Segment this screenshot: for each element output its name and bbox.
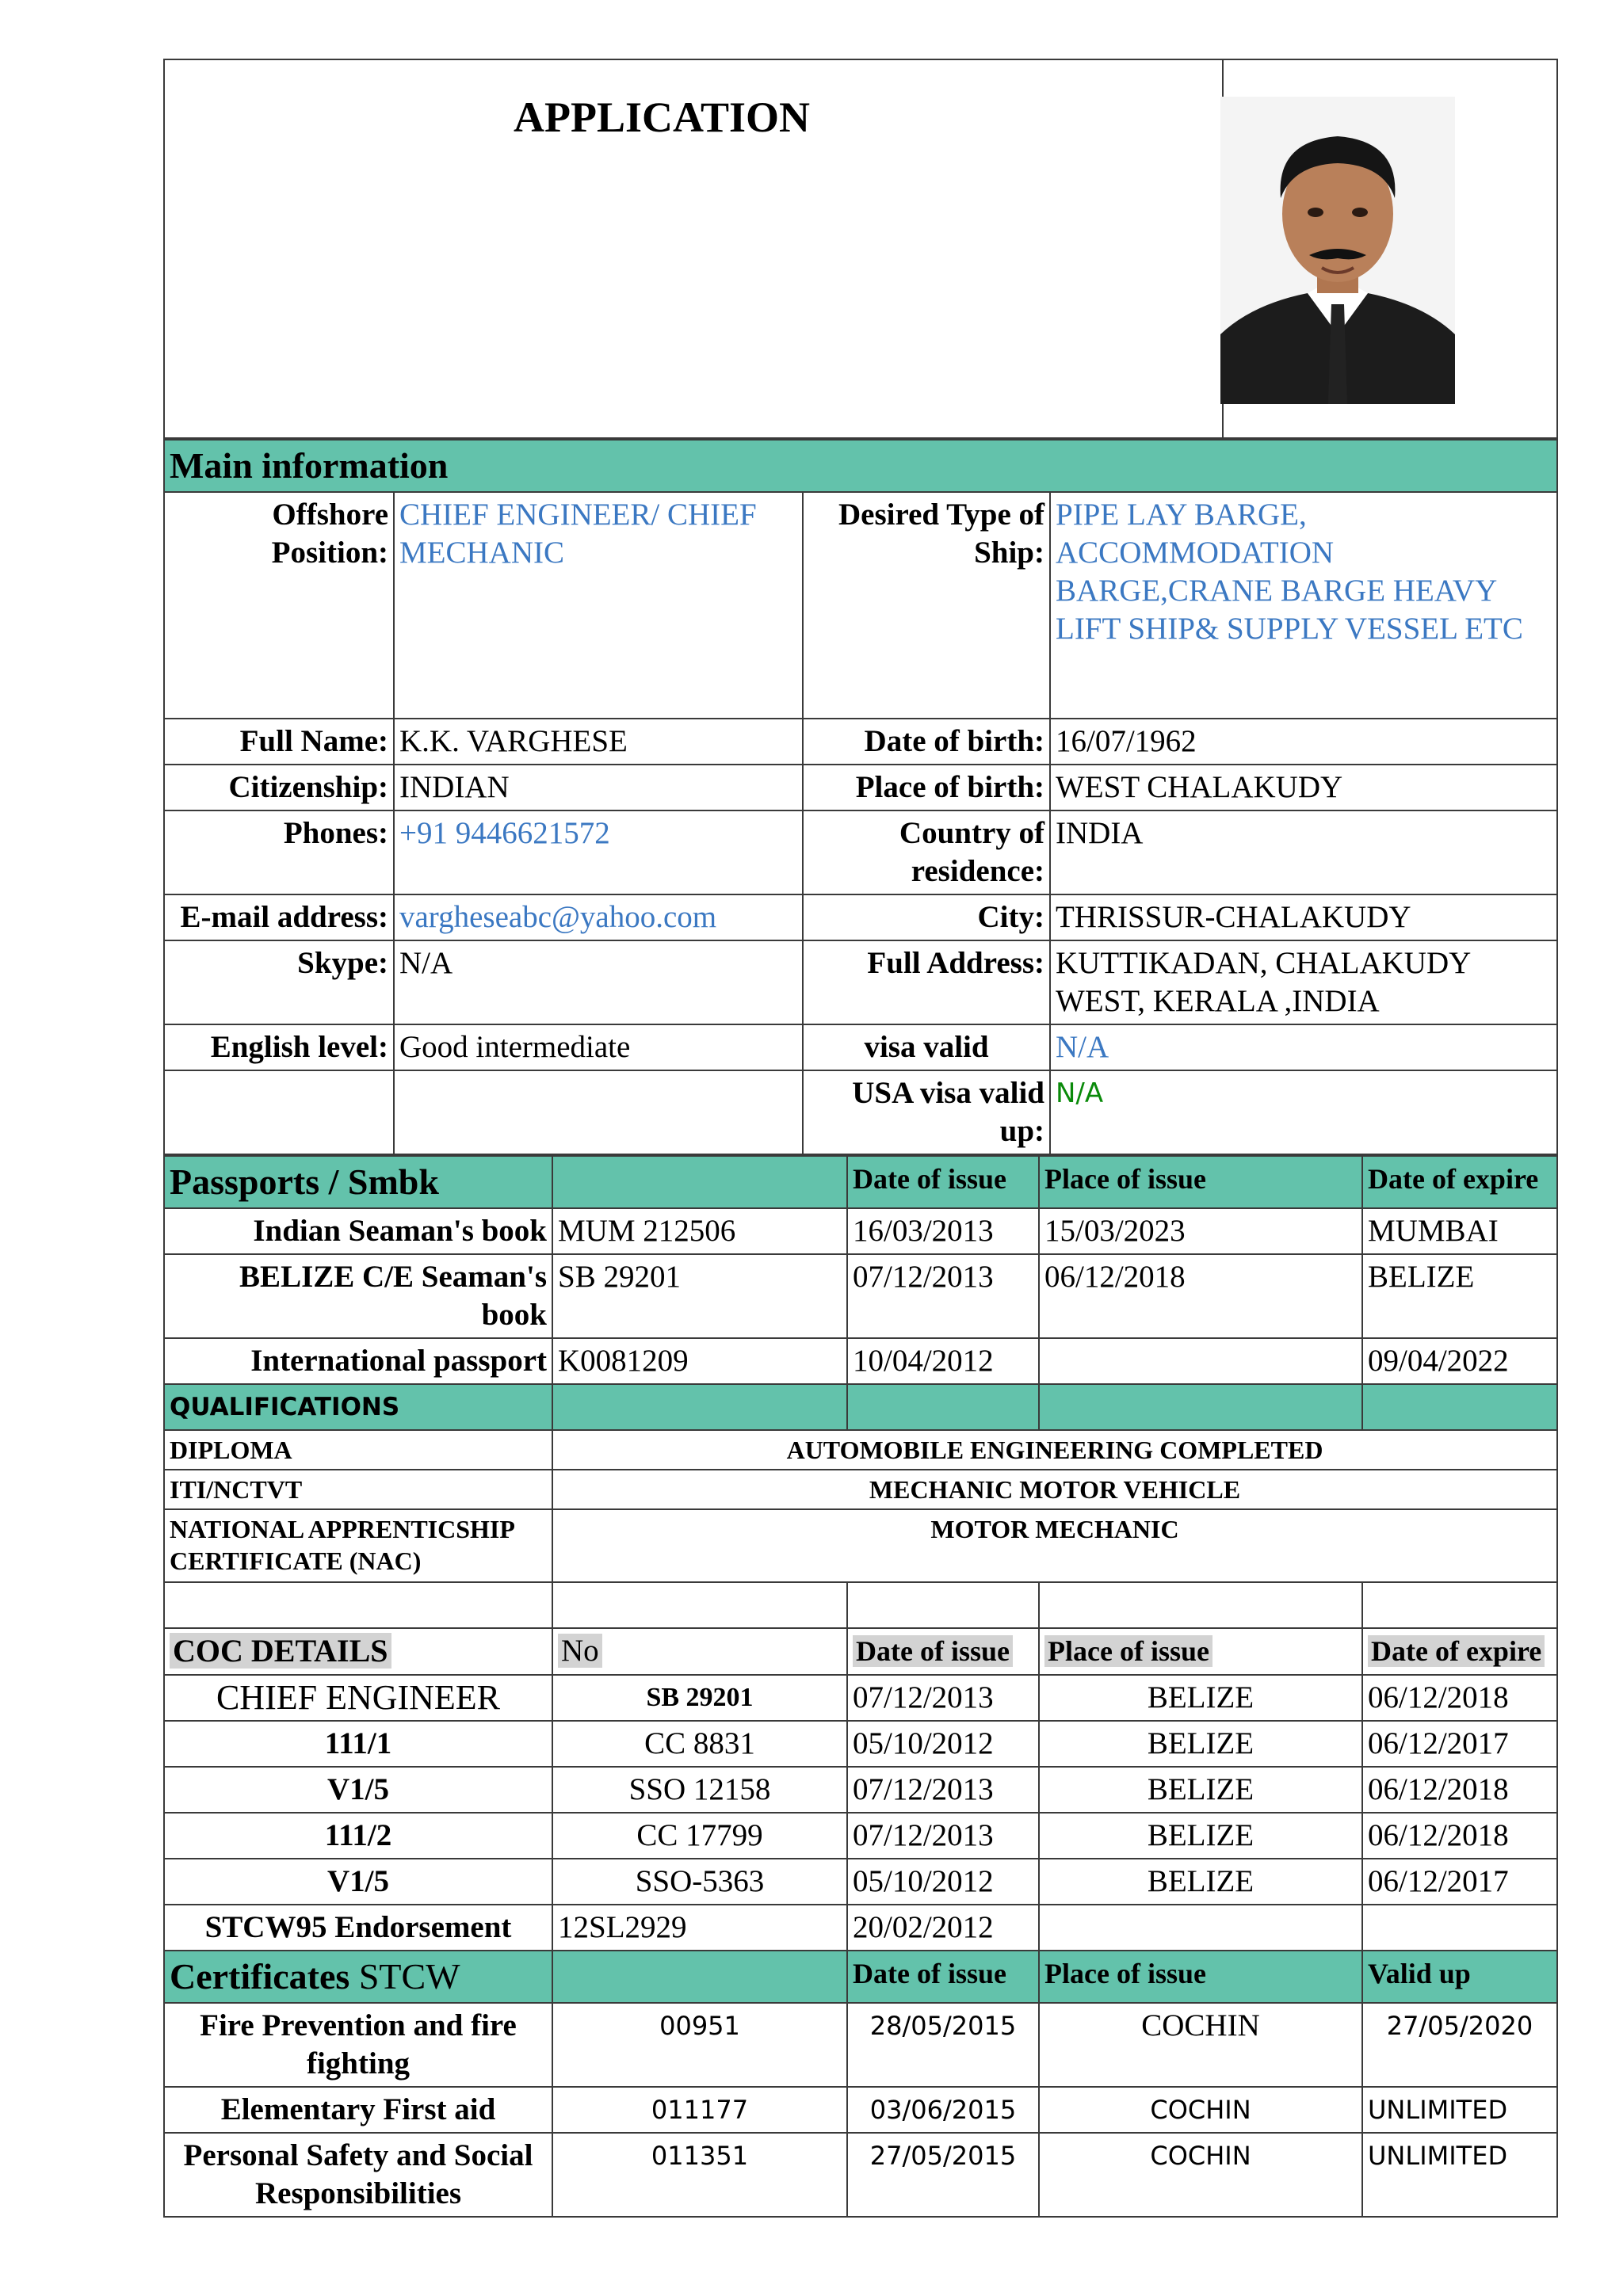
title-cell: [164, 59, 1223, 438]
coc-issue: 07/12/2013: [847, 1813, 1039, 1859]
cert-place: COCHIN: [1039, 2003, 1362, 2087]
qualification-name: ITI/NCTVT: [164, 1470, 552, 1509]
empty-cell: [552, 1951, 847, 2003]
cert-number: 011351: [552, 2133, 847, 2217]
cert-valid: 27/05/2020: [1362, 2003, 1557, 2087]
coc-name: CHIEF ENGINEER: [164, 1675, 552, 1721]
pob-label: Place of birth:: [803, 765, 1050, 810]
coc-expire: 06/12/2018: [1362, 1813, 1557, 1859]
coc-number: 12SL2929: [552, 1905, 847, 1951]
certificates-heading-rest: STCW: [358, 1956, 460, 1997]
coc-number: SSO-5363: [552, 1859, 847, 1905]
coc-heading: COC DETAILS: [170, 1633, 391, 1669]
coc-name: V1/5: [164, 1767, 552, 1813]
empty-cell: [847, 1582, 1039, 1628]
header-table: [163, 59, 1558, 439]
cert-number: 011177: [552, 2087, 847, 2133]
skype-label: Skype:: [164, 940, 394, 1024]
coc-place: BELIZE: [1039, 1813, 1362, 1859]
empty-cell: [552, 1582, 847, 1628]
documents-table: [163, 1155, 1558, 2218]
passport-place: 06/12/2018: [1039, 1254, 1362, 1338]
cert-name: Elementary First aid: [164, 2087, 552, 2133]
empty-cell: [394, 1070, 803, 1154]
applicant-photo: [1220, 97, 1455, 404]
cert-number: 00951: [552, 2003, 847, 2087]
col-place-of-issue: Place of issue: [1039, 1156, 1362, 1208]
desired-ship-value: PIPE LAY BARGE, ACCOMMODATION BARGE,CRANE BARGE HEAVY LIFT SHIP& SUPPLY VESSEL ETC: [1050, 492, 1557, 719]
usa-visa-label: USA visa valid up:: [803, 1070, 1050, 1154]
empty-cell: [164, 1070, 394, 1154]
photo-cell: [1223, 59, 1557, 438]
passport-number: K0081209: [552, 1338, 847, 1384]
coc-number: SB 29201: [552, 1675, 847, 1721]
citizenship-value: INDIAN: [394, 765, 803, 810]
coc-expire: 06/12/2018: [1362, 1767, 1557, 1813]
address-value: KUTTIKADAN, CHALAKUDY WEST, KERALA ,INDIA: [1050, 940, 1557, 1024]
coc-issue: 07/12/2013: [847, 1767, 1039, 1813]
coc-col-expire: Date of expire: [1368, 1635, 1545, 1667]
cert-col-valid: Valid up: [1362, 1951, 1557, 2003]
passport-expire: 09/04/2022: [1362, 1338, 1557, 1384]
coc-expire: 06/12/2018: [1362, 1675, 1557, 1721]
main-info-table: [163, 439, 1558, 1155]
qualification-value: AUTOMOBILE ENGINEERING COMPLETED: [552, 1430, 1557, 1470]
coc-expire: 06/12/2017: [1362, 1859, 1557, 1905]
qualification-value: MOTOR MECHANIC: [552, 1509, 1557, 1582]
coc-place: BELIZE: [1039, 1721, 1362, 1767]
cert-issue: 28/05/2015: [847, 2003, 1039, 2087]
coc-col-no: No: [558, 1634, 602, 1668]
email-link[interactable]: vargheseabc@yahoo.com: [394, 894, 803, 940]
phones-value[interactable]: +91 9446621572: [394, 810, 803, 894]
email-label: E-mail address:: [164, 894, 394, 940]
passport-name: Indian Seaman's book: [164, 1208, 552, 1254]
empty-cell: [1362, 1384, 1557, 1430]
empty-cell: [1362, 1582, 1557, 1628]
english-value: Good intermediate: [394, 1024, 803, 1070]
passport-expire: BELIZE: [1362, 1254, 1557, 1338]
col-date-of-expire: Date of expire: [1362, 1156, 1557, 1208]
coc-expire: [1362, 1905, 1557, 1951]
passport-place: 15/03/2023: [1039, 1208, 1362, 1254]
english-label: English level:: [164, 1024, 394, 1070]
cert-valid: UNLIMITED: [1362, 2133, 1557, 2217]
qualification-name: NATIONAL APPRENTICSHIP CERTIFICATE (NAC): [164, 1509, 552, 1582]
dob-label: Date of birth:: [803, 719, 1050, 765]
coc-number: CC 17799: [552, 1813, 847, 1859]
coc-name: V1/5: [164, 1859, 552, 1905]
table-row: [164, 1859, 1557, 1905]
pob-value: WEST CHALAKUDY: [1050, 765, 1557, 810]
table-row: [164, 1338, 1557, 1384]
address-label: Full Address:: [803, 940, 1050, 1024]
visa-value: N/A: [1050, 1024, 1557, 1070]
qualifications-heading: QUALIFICATIONS: [164, 1384, 552, 1430]
empty-cell: [164, 1582, 552, 1628]
coc-name: STCW95 Endorsement: [164, 1905, 552, 1951]
cert-place: COCHIN: [1039, 2087, 1362, 2133]
citizenship-label: Citizenship:: [164, 765, 394, 810]
cert-valid: UNLIMITED: [1362, 2087, 1557, 2133]
coc-place: BELIZE: [1039, 1859, 1362, 1905]
table-row: [164, 1430, 1557, 1470]
passport-issue: 16/03/2013: [847, 1208, 1039, 1254]
coc-col-issue: Date of issue: [853, 1635, 1013, 1667]
table-row: [164, 1208, 1557, 1254]
table-row: [164, 1470, 1557, 1509]
table-row: [164, 2003, 1557, 2087]
table-row: [164, 1767, 1557, 1813]
cert-issue: 27/05/2015: [847, 2133, 1039, 2217]
full-name-value: K.K. VARGHESE: [394, 719, 803, 765]
cert-name: Personal Safety and Social Responsibilities: [164, 2133, 552, 2217]
cert-issue: 03/06/2015: [847, 2087, 1039, 2133]
usa-visa-value: N/A: [1050, 1070, 1557, 1154]
cert-place: COCHIN: [1039, 2133, 1362, 2217]
coc-place: BELIZE: [1039, 1767, 1362, 1813]
table-row: [164, 1813, 1557, 1859]
cert-col-place: Place of issue: [1039, 1951, 1362, 2003]
table-row: [164, 1509, 1557, 1582]
table-row: [164, 1254, 1557, 1338]
empty-cell: [1039, 1384, 1362, 1430]
coc-header-row: [164, 1628, 1557, 1675]
coc-issue: 05/10/2012: [847, 1721, 1039, 1767]
cert-name: Fire Prevention and fire fighting: [164, 2003, 552, 2087]
coc-name: 111/2: [164, 1813, 552, 1859]
empty-cell: [847, 1384, 1039, 1430]
page-title: APPLICATION: [514, 93, 811, 141]
skype-value: N/A: [394, 940, 803, 1024]
city-label: City:: [803, 894, 1050, 940]
table-row: [164, 2133, 1557, 2217]
full-name-label: Full Name:: [164, 719, 394, 765]
table-row: [164, 1721, 1557, 1767]
phones-label: Phones:: [164, 810, 394, 894]
application-form: [163, 59, 1556, 2218]
table-row: [164, 2087, 1557, 2133]
coc-place: [1039, 1905, 1362, 1951]
passport-name: International passport: [164, 1338, 552, 1384]
city-value: THRISSUR-CHALAKUDY: [1050, 894, 1557, 940]
country-label: Country of residence:: [803, 810, 1050, 894]
passport-number: MUM 212506: [552, 1208, 847, 1254]
passport-issue: 07/12/2013: [847, 1254, 1039, 1338]
passport-place: [1039, 1338, 1362, 1384]
coc-issue: 07/12/2013: [847, 1675, 1039, 1721]
passport-issue: 10/04/2012: [847, 1338, 1039, 1384]
coc-issue: 20/02/2012: [847, 1905, 1039, 1951]
table-row: [164, 1905, 1557, 1951]
certificates-heading: Certificates: [170, 1956, 350, 1997]
empty-cell: [1039, 1582, 1362, 1628]
desired-ship-label: Desired Type of Ship:: [803, 492, 1050, 719]
table-row: [164, 1675, 1557, 1721]
coc-issue: 05/10/2012: [847, 1859, 1039, 1905]
offshore-position-value: CHIEF ENGINEER/ CHIEF MECHANIC: [394, 492, 803, 719]
qualification-name: DIPLOMA: [164, 1430, 552, 1470]
coc-col-place: Place of issue: [1044, 1635, 1212, 1667]
passport-number: SB 29201: [552, 1254, 847, 1338]
visa-label: visa valid: [803, 1024, 1050, 1070]
passport-expire: MUMBAI: [1362, 1208, 1557, 1254]
coc-place: BELIZE: [1039, 1675, 1362, 1721]
offshore-position-label: Offshore Position:: [164, 492, 394, 719]
main-info-heading: Main information: [164, 440, 1557, 492]
coc-expire: 06/12/2017: [1362, 1721, 1557, 1767]
coc-number: SSO 12158: [552, 1767, 847, 1813]
dob-value: 16/07/1962: [1050, 719, 1557, 765]
empty-cell: [552, 1384, 847, 1430]
empty-cell: [552, 1156, 847, 1208]
passport-name: BELIZE C/E Seaman's book: [164, 1254, 552, 1338]
coc-name: 111/1: [164, 1721, 552, 1767]
country-value: INDIA: [1050, 810, 1557, 894]
coc-number: CC 8831: [552, 1721, 847, 1767]
passports-heading: Passports / Smbk: [164, 1156, 552, 1208]
cert-col-issue: Date of issue: [847, 1951, 1039, 2003]
qualification-value: MECHANIC MOTOR VEHICLE: [552, 1470, 1557, 1509]
col-date-of-issue: Date of issue: [847, 1156, 1039, 1208]
